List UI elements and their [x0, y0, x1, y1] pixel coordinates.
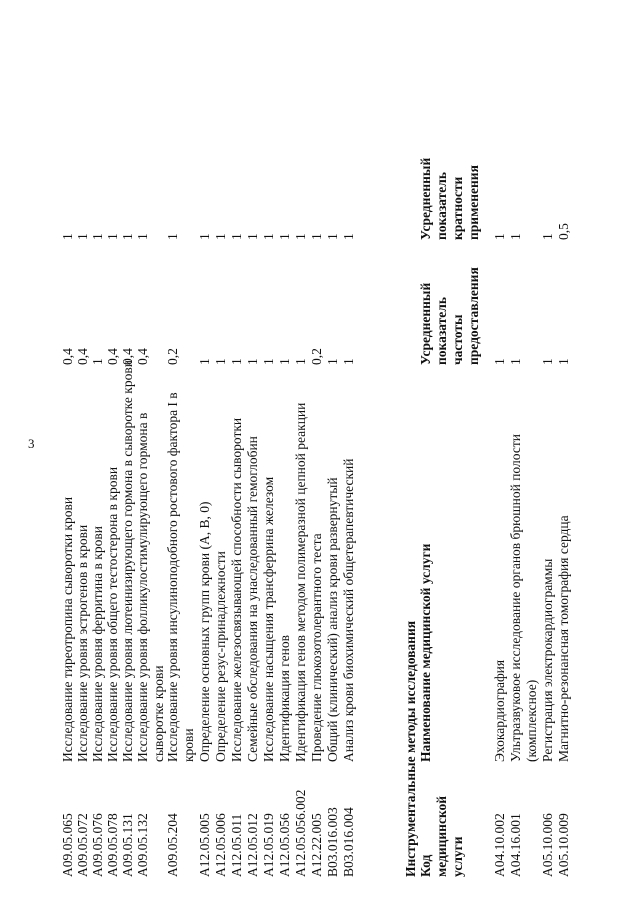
service-code: A12.05.019 [261, 813, 276, 877]
frequency-value: 1 [90, 358, 105, 365]
frequency-value: 1 [277, 358, 292, 365]
service-name: Исследование уровня фолликулостимулирующего гормона в [135, 412, 150, 762]
header-multiplicity: показатель [434, 171, 449, 240]
service-code: B03.016.003 [325, 807, 340, 877]
multiplicity-value: 1 [60, 233, 75, 240]
section-title: Инструментальные методы исследования [403, 620, 418, 877]
service-code: A12.05.011 [229, 813, 244, 877]
service-code: A12.05.006 [213, 813, 228, 877]
multiplicity-value: 1 [341, 233, 356, 240]
frequency-value: 1 [197, 358, 212, 365]
multiplicity-value: 1 [165, 233, 180, 240]
header-multiplicity: Усредненный [418, 157, 433, 240]
multiplicity-value: 1 [75, 233, 90, 240]
multiplicity-value: 1 [197, 233, 212, 240]
service-name: Эхокардиография [492, 659, 507, 762]
frequency-value: 0,4 [60, 348, 75, 365]
multiplicity-value: 1 [120, 233, 135, 240]
multiplicity-value: 1 [105, 233, 120, 240]
multiplicity-value: 1 [261, 233, 276, 240]
service-name: Регистрация электрокардиограммы [540, 558, 555, 762]
multiplicity-value: 1 [90, 233, 105, 240]
multiplicity-value: 1 [135, 233, 150, 240]
service-code: A04.10.002 [492, 813, 507, 877]
multiplicity-value: 1 [277, 233, 292, 240]
frequency-value: 0,2 [309, 348, 324, 365]
frequency-value: 0,4 [120, 348, 135, 365]
multiplicity-value: 1 [492, 233, 507, 240]
service-code: A05.10.009 [556, 813, 571, 877]
service-name: Идентификация генов методом полимеразной цепной реакции [293, 402, 308, 762]
frequency-value: 0,4 [75, 348, 90, 365]
header-multiplicity: кратности [450, 176, 465, 240]
multiplicity-value: 1 [229, 233, 244, 240]
frequency-value: 0,2 [165, 348, 180, 365]
frequency-value: 1 [293, 358, 308, 365]
multiplicity-value: 1 [309, 233, 324, 240]
service-code: A12.05.005 [197, 813, 212, 877]
service-name: Магнитно-резонансная томография сердца [556, 515, 571, 762]
service-name: Исследование уровня ферритина в крови [90, 526, 105, 762]
multiplicity-value: 1 [213, 233, 228, 240]
header-code: Код [418, 854, 433, 877]
service-code: A12.22.005 [309, 813, 324, 877]
service-name: Идентификация генов [277, 634, 292, 762]
header-name: Наименование медицинской услуги [418, 543, 433, 762]
multiplicity-value: 1 [325, 233, 340, 240]
header-multiplicity: применения [466, 165, 481, 240]
page-number: 3 [28, 436, 35, 451]
frequency-value: 0,4 [105, 348, 120, 365]
service-code: A09.05.078 [105, 813, 120, 877]
multiplicity-value: 1 [540, 233, 555, 240]
header-code: услуги [450, 836, 465, 877]
service-name: Определение резус-принадлежности [213, 551, 228, 762]
service-name-cont: крови [181, 728, 196, 762]
multiplicity-value: 1 [293, 233, 308, 240]
service-code: A09.05.072 [75, 813, 90, 877]
service-name: Исследование уровня эстрогенов в крови [75, 524, 90, 762]
service-name: Исследование насыщения трансферрина железом [261, 476, 276, 762]
service-code: B03.016.004 [341, 807, 356, 877]
service-code: A04.16.001 [508, 813, 523, 877]
header-frequency: показатель [434, 296, 449, 365]
frequency-value: 1 [213, 358, 228, 365]
multiplicity-value: 1 [245, 233, 260, 240]
service-code: A09.05.065 [60, 813, 75, 877]
frequency-value: 1 [540, 358, 555, 365]
service-code: A12.05.056.002 [293, 789, 308, 877]
header-frequency: предоставления [466, 267, 481, 365]
service-name-cont: сыворотке крови [151, 665, 166, 762]
service-name: Анализ крови биохимический общетерапевтический [341, 458, 356, 762]
service-name: Исследование железосвязывающей способности сыворотки [229, 417, 244, 762]
frequency-value: 1 [341, 358, 356, 365]
service-name: Исследование уровня общего тестостерона в крови [105, 466, 120, 762]
service-name: Исследование тиреотропина сыворотки крови [60, 496, 75, 762]
frequency-value: 1 [492, 358, 507, 365]
frequency-value: 1 [229, 358, 244, 365]
multiplicity-value: 1 [508, 233, 523, 240]
frequency-value: 1 [508, 358, 523, 365]
frequency-value: 1 [325, 358, 340, 365]
service-name: Исследование уровня инсулиноподобного ростового фактора I в [165, 392, 180, 762]
service-code: A09.05.132 [135, 813, 150, 877]
service-code: A12.05.056 [277, 813, 292, 877]
frequency-value: 0,4 [135, 348, 150, 365]
service-name: Общий (клинический) анализ крови развернутый [325, 477, 340, 762]
service-name: Семейные обследования на унаследованный гемоглобин [245, 436, 260, 762]
service-name: Исследование уровня лютеинизирующего гормона в сыворотке крови [120, 360, 135, 762]
service-name: Проведение глюкозотолерантного теста [309, 533, 324, 762]
header-frequency: Усредненный [418, 282, 433, 365]
service-code: A09.05.076 [90, 813, 105, 877]
frequency-value: 1 [261, 358, 276, 365]
header-code: медицинской [434, 795, 449, 877]
service-code: A09.05.204 [165, 813, 180, 877]
service-code: A05.10.006 [540, 813, 555, 877]
header-frequency: частоты [450, 314, 465, 365]
frequency-value: 1 [245, 358, 260, 365]
service-code: A12.05.012 [245, 813, 260, 877]
service-name: Определение основных групп крови (A, B, 0) [197, 501, 212, 762]
multiplicity-value: 0,5 [556, 223, 571, 240]
service-name: Ультразвуковое исследование органов брюшной полости [508, 434, 523, 762]
service-name-cont: (комплексное) [524, 679, 539, 762]
service-code: A09.05.131 [120, 813, 135, 877]
frequency-value: 1 [556, 358, 571, 365]
